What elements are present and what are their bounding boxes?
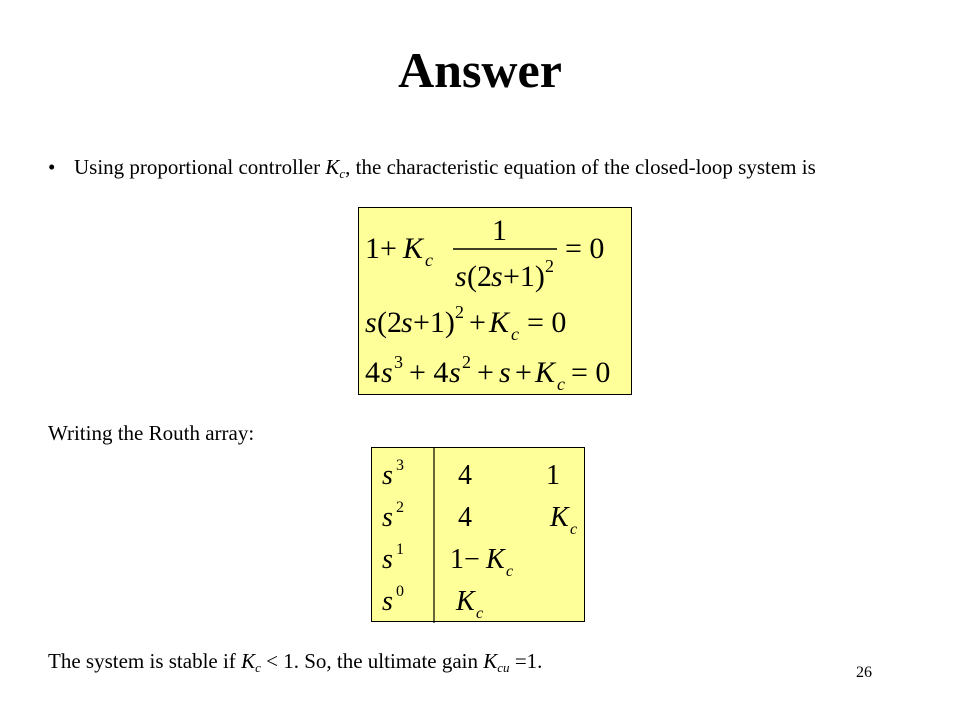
bullet-text-after: , the characteristic equation of the closed-loop system is xyxy=(345,155,816,179)
eq3-c1: 4 xyxy=(365,356,380,389)
eq3-s3: s xyxy=(499,356,511,389)
eq3-e2: 2 xyxy=(462,352,471,372)
routh-row-s1-sub: c xyxy=(506,563,514,580)
routh-row-s2-col2-k: K xyxy=(550,502,569,533)
characteristic-equation-svg xyxy=(359,208,633,396)
conclusion-k2-sub: cu xyxy=(497,660,510,675)
eq2-paren: (2 xyxy=(377,306,402,339)
conclusion-k2: K xyxy=(483,649,498,673)
eq1-den-s2: s xyxy=(491,260,503,293)
eq3-op1: + 4 xyxy=(409,356,449,389)
routh-row-s0-s: s xyxy=(382,586,393,617)
eq1-den-tail: +1) xyxy=(503,260,545,293)
eq1-k: K xyxy=(403,232,424,265)
eq3-s2: s xyxy=(449,356,461,389)
routh-row-s2-s: s xyxy=(382,502,393,533)
bullet-text xyxy=(74,154,904,187)
routh-row-s2-col1: 4 xyxy=(458,502,472,533)
eq1-k-sub: c xyxy=(425,250,433,270)
page-number: 26 xyxy=(856,664,872,681)
eq3-k: K xyxy=(535,356,556,389)
bullet-text-before: Using proportional controller xyxy=(74,155,326,179)
conclusion-k1-sub: c xyxy=(255,660,261,675)
eq3-op2: + xyxy=(477,356,494,389)
eq1-rhs: = 0 xyxy=(565,232,605,265)
eq1-den-s: s xyxy=(455,260,467,293)
routh-row-s0-k: K xyxy=(456,586,475,617)
eq1-numerator: 1 xyxy=(492,214,507,247)
routh-intro-text: Writing the Routh array: xyxy=(48,421,255,445)
bullet-k-subscript: c xyxy=(339,166,346,181)
eq3-s1: s xyxy=(381,356,393,389)
slide-title: Answer xyxy=(398,42,562,98)
routh-row-s3-col2: 1 xyxy=(546,460,560,491)
eq2-plus: + xyxy=(469,306,486,339)
routh-row-s3-s: s xyxy=(382,460,393,491)
eq3-e1: 3 xyxy=(394,352,403,372)
eq1-den-exp: 2 xyxy=(545,256,554,276)
routh-row-s2-col2-sub: c xyxy=(570,521,578,538)
routh-row-s0-power: 0 xyxy=(396,583,404,600)
eq2-k: K xyxy=(489,306,510,339)
eq1-den-paren: (2 xyxy=(467,260,492,293)
conclusion-k1: K xyxy=(241,649,256,673)
eq3-op3: + xyxy=(515,356,532,389)
eq2-exp: 2 xyxy=(455,302,464,322)
routh-row-s1-s: s xyxy=(382,544,393,575)
conclusion-part2: < 1. So, the ultimate gain xyxy=(260,649,484,673)
eq2-tail: +1) xyxy=(413,306,455,339)
eq2-s2: s xyxy=(401,306,413,339)
routh-row-s0-sub: c xyxy=(476,605,484,622)
eq2-rhs: = 0 xyxy=(527,306,567,339)
bullet-k-symbol: K xyxy=(325,155,340,179)
conclusion-part1: The system is stable if xyxy=(48,649,242,673)
routh-row-s3-power: 3 xyxy=(396,457,404,474)
eq2-k-sub: c xyxy=(511,324,519,344)
eq3-k-sub: c xyxy=(557,374,565,394)
routh-row-s1-k: K xyxy=(486,544,505,575)
eq1-lhs: 1+ xyxy=(365,232,397,265)
routh-row-s3-col1: 4 xyxy=(458,460,472,491)
routh-row-s2-power: 2 xyxy=(396,499,404,516)
routh-row-s1-prefix: 1− xyxy=(450,544,480,575)
eq3-rhs: = 0 xyxy=(571,356,611,389)
routh-array-box xyxy=(371,447,585,622)
characteristic-equation-box xyxy=(358,207,632,395)
eq2-s1: s xyxy=(365,306,377,339)
routh-row-s1-power: 1 xyxy=(396,541,404,558)
conclusion-text xyxy=(48,648,542,681)
bullet-dot-icon: • xyxy=(48,155,56,179)
routh-array-svg xyxy=(372,448,586,623)
conclusion-part3: =1. xyxy=(509,649,543,673)
